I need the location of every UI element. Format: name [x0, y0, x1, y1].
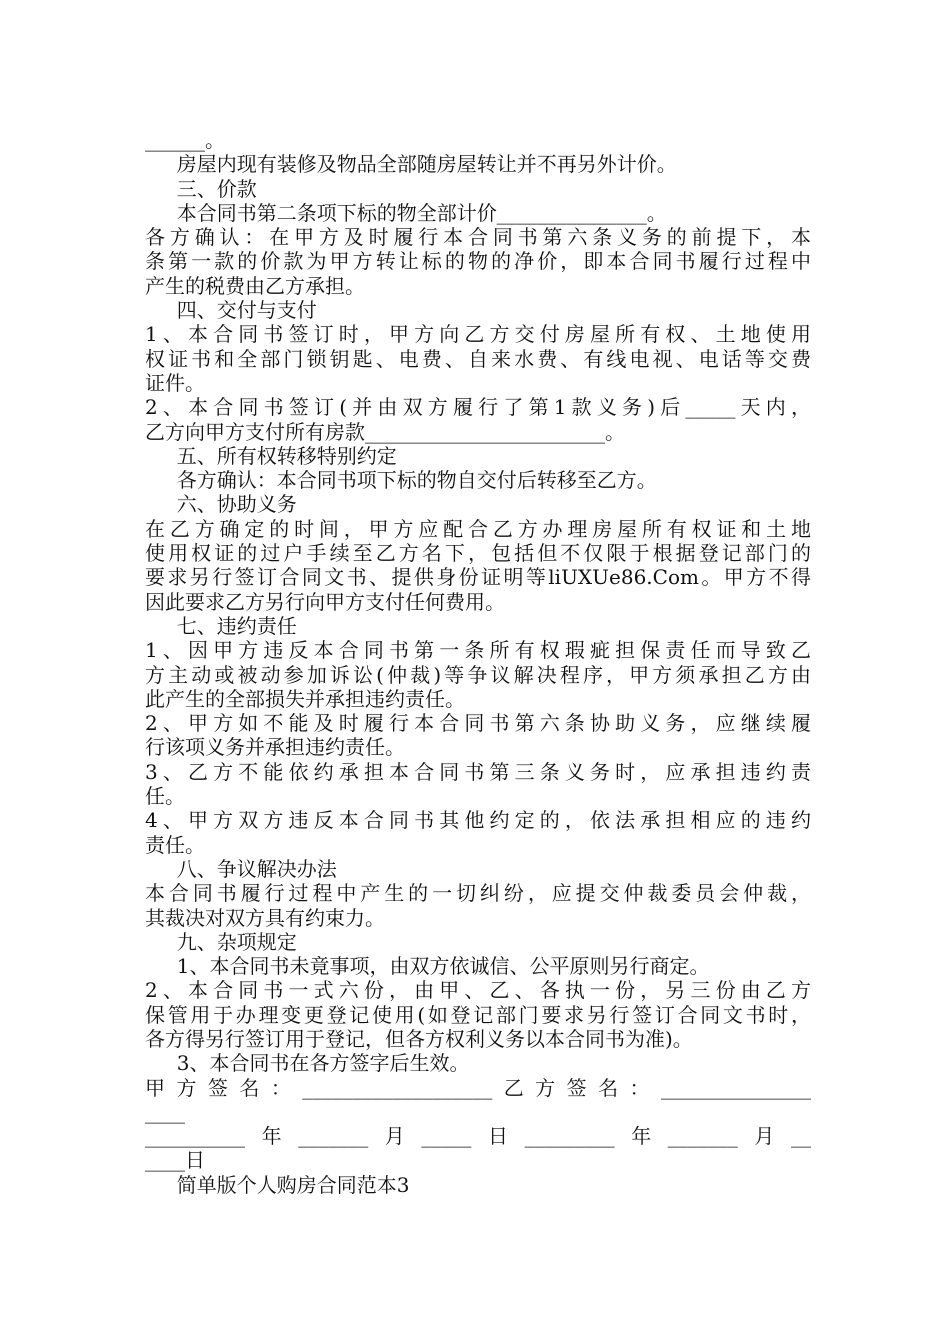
text-line-5: 各方确认：在甲方及时履行本合同书第六条义务的前提下，本: [145, 225, 811, 250]
text-line-17: 在乙方确定的时间，甲方应配合乙方办理房屋所有权证和土地: [145, 516, 811, 541]
text-line-6: 条第一款的价款为甲方转让标的物的净价，即本合同书履行过程中: [145, 249, 811, 274]
text-line-9: 1、本合同书签订时，甲方向乙方交付房屋所有权、土地使用: [145, 322, 811, 347]
text-line-24: 此产生的全部损失并承担违约责任。: [145, 686, 465, 711]
text-line-35: 1、本合同书未竟事项，由双方依诚信、公平原则另行商定。: [145, 954, 710, 979]
text-line-29: 4、甲方双方违反本合同书其他约定的，依法承担相应的违约: [145, 808, 811, 833]
text-line-32: 本合同书履行过程中产生的一切纠纷，应提交仲裁委员会仲裁，: [145, 881, 811, 906]
text-line-18: 使用权证的过户手续至乙方名下，包括但不仅限于根据登记部门的: [145, 541, 811, 566]
date-line: __________年_______月_____日_________年_______月__: [145, 1124, 811, 1149]
text-line-23: 方主动或被动参加诉讼(仲裁)等争议解决程序，甲方须承担乙方由: [145, 662, 811, 687]
text-line-25: 2、甲方如不能及时履行本合同书第六条协助义务，应继续履: [145, 711, 811, 736]
text-line-13: 乙方向甲方支付所有房款________________________。: [145, 419, 625, 444]
text-line-4: 本合同书第二条项下标的物全部计价_______________。: [145, 200, 667, 225]
section-heading-assistance: 六、协助义务: [145, 492, 297, 517]
text-line-22: 1、因甲方违反本合同书第一条所有权瑕疵担保责任而导致乙: [145, 638, 811, 663]
text-line-26: 行该项义务并承担违约责任。: [145, 735, 405, 760]
text-line-39: 3、本合同书在各方签字后生效。: [145, 1051, 470, 1076]
text-line-33: 其裁决对双方具有约束力。: [145, 905, 385, 930]
text-line-2: 房屋内现有装修及物品全部随房屋转让并不再另外计价。: [145, 152, 677, 177]
text-line-1: ______。: [145, 128, 225, 152]
text-line-10: 权证书和全部门锁钥匙、电费、自来水费、有线电视、电话等交费: [145, 346, 811, 371]
section-heading-liability: 七、违约责任: [145, 613, 297, 638]
section-heading-ownership: 五、所有权转移特别约定: [145, 443, 397, 468]
text-line-37: 保管用于办理变更登记使用(如登记部门要求另行签订合同文书时，: [145, 1002, 811, 1027]
date-line-continuation: ____日: [145, 1148, 205, 1173]
signature-line: 甲方签名：___________________乙方签名：_______________: [145, 1075, 811, 1100]
section-heading-price: 三、价款: [145, 176, 257, 201]
text-line-7: 产生的税费由乙方承担。: [145, 273, 365, 298]
text-line-11: 证件。: [145, 370, 205, 395]
text-line-15: 各方确认：本合同书项下标的物自交付后转移至乙方。: [145, 468, 657, 493]
signature-line-continuation: ____: [145, 1099, 185, 1124]
text-line-36: 2、本合同书一式六份，由甲、乙、各执一份，另三份由乙方: [145, 978, 811, 1003]
section-heading-dispute: 八、争议解决办法: [145, 856, 337, 881]
next-section-title: 简单版个人购房合同范本3: [145, 1172, 410, 1197]
text-line-38: 各方得另行签订用于登记，但各方权利义务以本合同书为准)。: [145, 1026, 693, 1051]
text-line-27: 3、乙方不能依约承担本合同书第三条义务时，应承担违约责: [145, 759, 811, 784]
text-line-19: 要求另行签订合同文书、提供身份证明等liUXUe86.Com。甲方不得: [145, 565, 811, 590]
text-line-30: 责任。: [145, 832, 205, 857]
document-page: [145, 128, 811, 1197]
text-line-28: 任。: [145, 784, 185, 809]
text-line-12: 2、本合同书签订(并由双方履行了第1款义务)后_____天内，: [145, 395, 811, 420]
text-line-20: 因此要求乙方另行向甲方支付任何费用。: [145, 589, 505, 614]
section-heading-misc: 九、杂项规定: [145, 929, 297, 954]
section-heading-delivery: 四、交付与支付: [145, 298, 317, 323]
